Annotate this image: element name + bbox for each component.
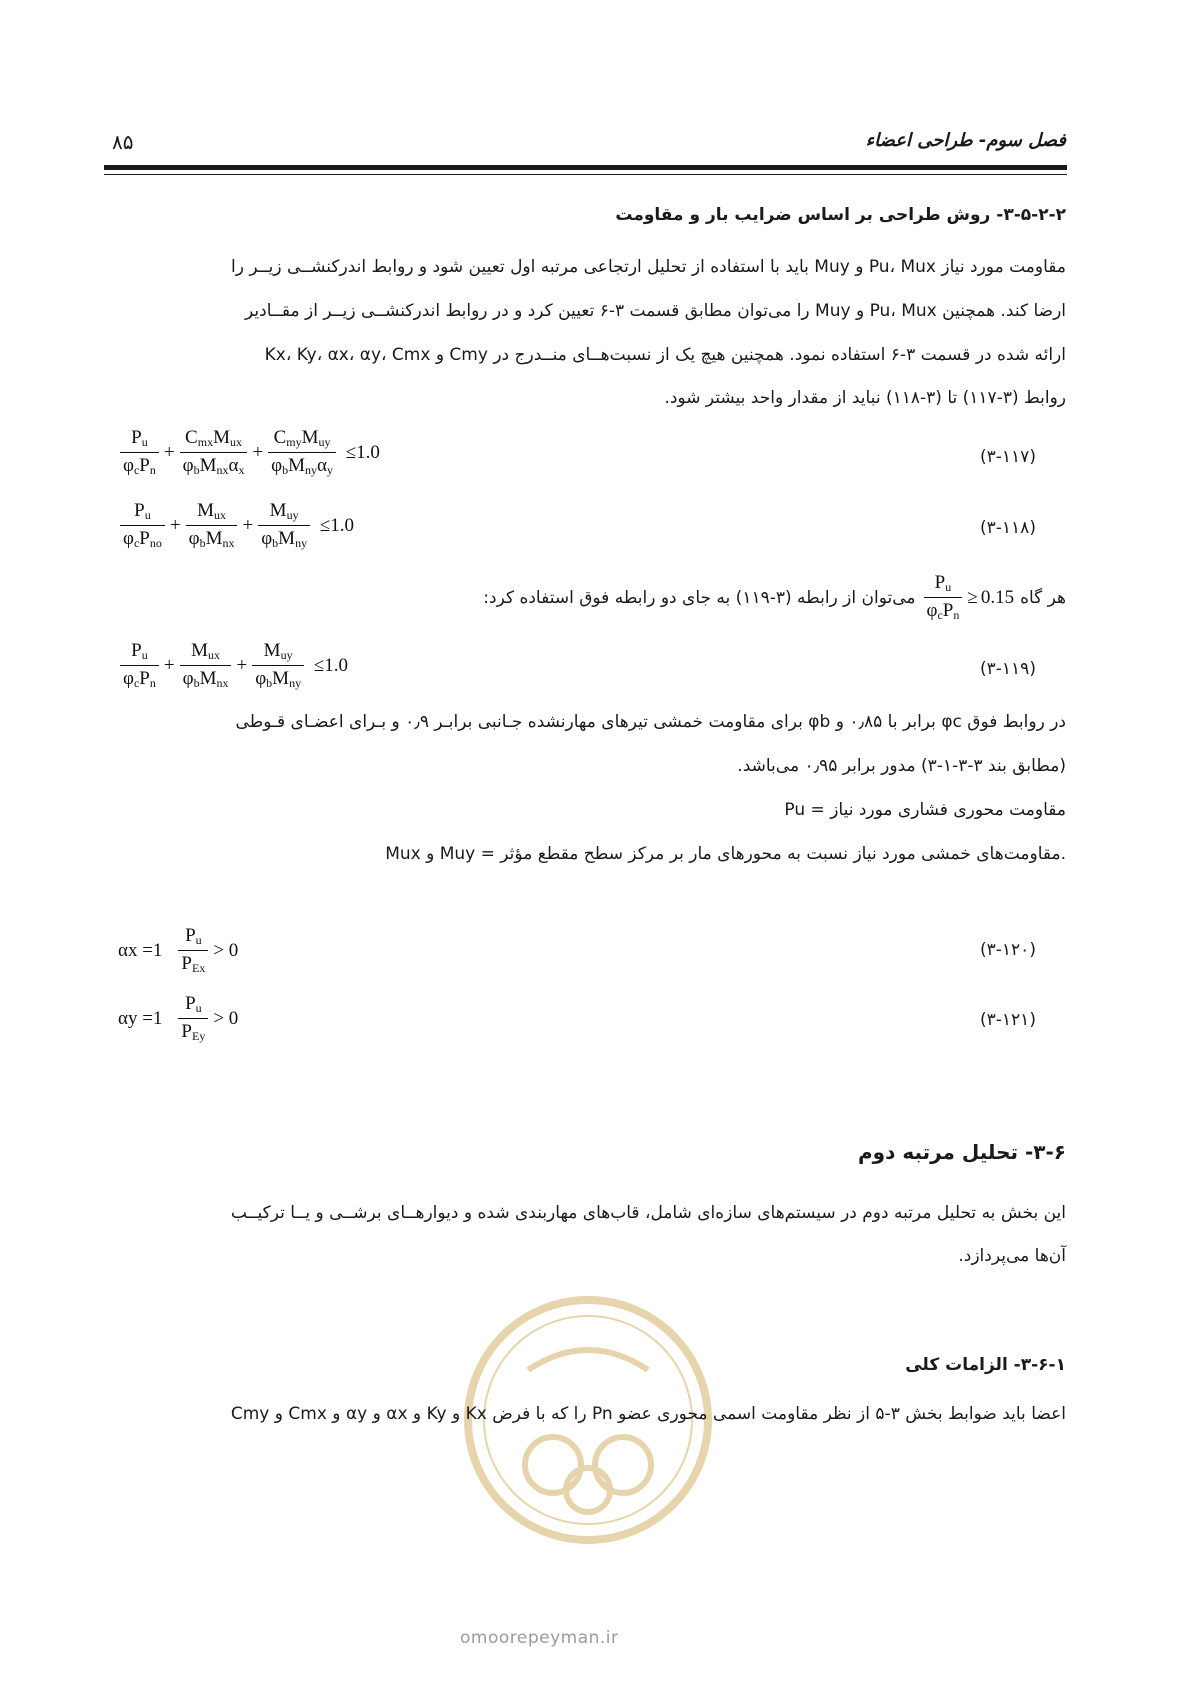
equation-number: (۳-۱۲۱)	[980, 1010, 1036, 1030]
alpha-y-lhs: αy =1	[118, 1007, 163, 1029]
equation-119: $\frac{P_u}{\varphi_cP_n}$ + $\frac{M_{ux}}{\varphi_bM_{nx}}$ + $\frac{M_{uy}}{\varphi_bM_{ny}}$ ≤1.0	[118, 640, 351, 691]
chapter-title: فصل سوم- طراحی اعضاء	[865, 130, 1066, 151]
condition-before: هر گاه	[1020, 587, 1066, 608]
paragraph-line: اعضا باید ضوابط بخش ۳-۵ از نظر مقاومت اسمی محوری عضو Pn را که با فرض Kx و Ky و αx و αy و Cmx و Cmy	[230, 1404, 1066, 1424]
condition-after: می‌توان از رابطه (۳-۱۱۹) به جای دو رابطه فوق استفاده کرد:	[483, 587, 916, 608]
definition-m: Mux و Muy = مقاومت‌های خمشی مورد نیاز نسبت به محورهای مار بر مرکز سطح مقطع مؤثر.	[385, 844, 1066, 864]
alpha-rhs: > 0	[213, 1007, 239, 1029]
paragraph-line: ارضا کند. همچنین Pu، Mux و Muy را می‌توان مطابق قسمت ۳-۶ تعیین کرد و در روابط اندرکنشــی زیــر از مقــادیر	[245, 301, 1066, 321]
page-number: ۸۵	[112, 130, 134, 154]
condition-line	[483, 572, 1066, 623]
paragraph-line: مقاومت مورد نیاز Pu، Mux و Muy باید با استفاده از تحلیل ارتجاعی مرتبه اول تعیین شود و روابط اندرکنشــی زیــر را	[230, 257, 1066, 277]
header-rule-thin	[104, 174, 1067, 175]
factors-line: در روابط فوق φc برابر با ۰٫۸۵ و φb برای مقاومت خمشی تیرهای مهارنشده جـانبی برابـر ۰٫۹ و بـرای اعضـای قـوطی	[235, 712, 1066, 732]
equation-121: αy =1 $\frac{P_u}{P_{Ey}}$ > 0	[118, 993, 239, 1043]
equation-number: (۳-۱۲۰)	[980, 940, 1036, 960]
paragraph-line: آن‌ها می‌پردازد.	[958, 1246, 1066, 1266]
watermark-site: omoorepeyman.ir	[460, 1628, 619, 1648]
equation-rhs: ≤1.0	[345, 441, 380, 463]
equation-number: (۳-۱۱۸)	[980, 518, 1036, 538]
alpha-rhs: > 0	[213, 939, 239, 961]
equation-rhs: ≤1.0	[313, 654, 348, 676]
condition-threshold: 0.15	[980, 586, 1015, 608]
factors-line: (مطابق بند ۳-۳-۱-۳) مدور برابر ۰٫۹۵ می‌باشد.	[737, 756, 1066, 776]
section-heading-general: ۳-۶-۱- الزامات کلی	[905, 1355, 1066, 1375]
definition-pu: Pu = مقاومت محوری فشاری مورد نیاز	[784, 800, 1066, 820]
equation-number: (۳-۱۱۹)	[980, 659, 1036, 679]
alpha-x-lhs: αx =1	[118, 939, 163, 961]
equation-120: αx =1 $\frac{P_u}{P_{Ex}}$ > 0	[118, 925, 239, 975]
equation-number: (۳-۱۱۷)	[980, 447, 1036, 467]
paragraph-line: Kx، Ky، αx، αy، Cmx و Cmy ارائه شده در قسمت ۳-۶ استفاده نمود. همچنین هیچ یک از نسبت‌هــای منــدرج در	[264, 345, 1066, 365]
paragraph-line: این بخش به تحلیل مرتبه دوم در سیستم‌های سازه‌ای شامل، قاب‌های مهاربندی شده و دیوارهــای برشــی و یــا ترکیــب	[230, 1203, 1066, 1223]
paragraph-line: روابط (۳-۱۱۷) تا (۳-۱۱۸) نباید از مقدار واحد بیشتر شود.	[664, 388, 1066, 408]
section-heading-second-order: ۳-۶- تحلیل مرتبه دوم	[858, 1140, 1066, 1164]
equation-118: $\frac{P_u}{\varphi_cP_{no}}$ + $\frac{M_{ux}}{\varphi_bM_{nx}}$ + $\frac{M_{uy}}{\varphi_bM_{ny}}$ ≤1.0	[118, 500, 357, 551]
equation-rhs: ≤1.0	[319, 514, 354, 536]
condition-formula: $\frac{P_u}{\varphi_cP_n}$ ≥ 0.15	[922, 572, 1015, 623]
header-rule-thick	[104, 165, 1067, 170]
section-heading-lrfd: ۳-۵-۲-۲- روش طراحی بر اساس ضرایب بار و مقاومت	[615, 205, 1066, 225]
equation-117: $\frac{P_u}{\varphi_cP_n}$ + $\frac{C_{mx}M_{ux}}{\varphi_bM_{nx}\alpha_x}$ + $\frac{C_{my}M_{uy}}{\varphi_bM_{ny}\alpha_y}$ ≤1.0	[118, 427, 383, 478]
